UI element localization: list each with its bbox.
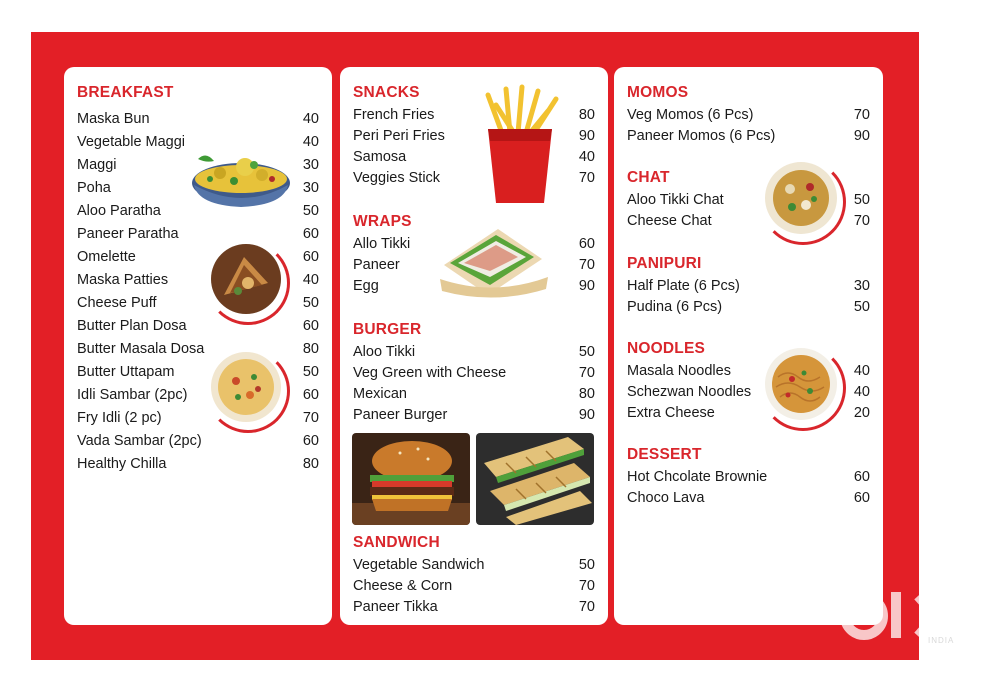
menu-item-price: 60 xyxy=(302,318,319,334)
menu-item-sandwich xyxy=(353,597,595,617)
menu-item-name: Maska Bun xyxy=(77,111,150,127)
menu-item-name: Paneer xyxy=(353,257,400,273)
menu-item-name: Butter Plan Dosa xyxy=(77,318,187,334)
menu-item-price: 90 xyxy=(578,128,595,144)
menu-item-price: 40 xyxy=(578,149,595,165)
french-fries-image xyxy=(472,83,568,205)
section-title-burger: BURGER xyxy=(353,321,422,338)
menu-item-price: 50 xyxy=(578,557,595,573)
menu-item-name: Paneer Momos (6 Pcs) xyxy=(627,128,776,144)
menu-item-burger xyxy=(353,363,595,383)
menu-item-name: Butter Masala Dosa xyxy=(77,341,205,357)
section-title-wraps: WRAPS xyxy=(353,213,412,230)
menu-item-price: 70 xyxy=(578,257,595,273)
menu-item-price: 40 xyxy=(853,384,870,400)
menu-panel-momos xyxy=(614,67,883,625)
menu-item-breakfast xyxy=(77,454,319,474)
menu-item-price: 70 xyxy=(853,107,870,123)
menu-item-price: 60 xyxy=(578,236,595,252)
menu-item-name: Extra Cheese xyxy=(627,405,715,421)
menu-item-name: Paneer Burger xyxy=(353,407,448,423)
menu-item-price: 90 xyxy=(578,278,595,294)
menu-item-price: 40 xyxy=(302,111,319,127)
menu-item-price: 30 xyxy=(302,180,319,196)
menu-item-price: 50 xyxy=(853,192,870,208)
menu-item-breakfast xyxy=(77,316,319,336)
menu-item-dessert xyxy=(627,488,870,508)
menu-item-panipuri xyxy=(627,276,870,296)
menu-item-burger xyxy=(353,384,595,404)
poha-bowl-image xyxy=(190,141,292,211)
wrap-image xyxy=(438,219,550,299)
menu-item-name: Cheese Chat xyxy=(627,213,712,229)
menu-item-name: Idli Sambar (2pc) xyxy=(77,387,188,403)
menu-item-price: 70 xyxy=(578,578,595,594)
menu-item-name: Maska Patties xyxy=(77,272,169,288)
menu-item-breakfast xyxy=(77,224,319,244)
menu-item-name: Samosa xyxy=(353,149,407,165)
menu-item-name: Hot Chcolate Brownie xyxy=(627,469,768,485)
section-title-noodles: NOODLES xyxy=(627,340,706,357)
menu-panel-snacks xyxy=(340,67,608,625)
menu-item-name: Egg xyxy=(353,278,379,294)
menu-item-name: Paneer Paratha xyxy=(77,226,179,242)
menu-item-burger xyxy=(353,342,595,362)
menu-item-name: Schezwan Noodles xyxy=(627,384,752,400)
menu-item-name: Paneer Tikka xyxy=(353,599,438,615)
menu-item-sandwich xyxy=(353,555,595,575)
menu-item-name: Maggi xyxy=(77,157,117,173)
menu-item-price: 70 xyxy=(302,410,319,426)
menu-item-name: Vegetable Sandwich xyxy=(353,557,485,573)
section-title-panipuri: PANIPURI xyxy=(627,255,702,272)
menu-item-price: 80 xyxy=(578,386,595,402)
menu-item-name: Mexican xyxy=(353,386,407,402)
noodles-image xyxy=(764,347,838,421)
burger-photo xyxy=(352,433,470,525)
menu-item-dessert xyxy=(627,467,870,487)
menu-item-name: Cheese Puff xyxy=(77,295,157,311)
menu-item-price: 40 xyxy=(302,272,319,288)
menu-item-price: 50 xyxy=(578,344,595,360)
menu-item-momos xyxy=(627,105,870,125)
menu-item-name: Choco Lava xyxy=(627,490,705,506)
maska-patties-image xyxy=(210,243,282,315)
menu-item-price: 90 xyxy=(853,128,870,144)
menu-item-name: Vada Sambar (2pc) xyxy=(77,433,202,449)
menu-item-price: 80 xyxy=(302,456,319,472)
menu-item-name: Half Plate (6 Pcs) xyxy=(627,278,740,294)
menu-item-name: Veggies Stick xyxy=(353,170,441,186)
menu-item-price: 50 xyxy=(302,295,319,311)
menu-item-price: 60 xyxy=(302,387,319,403)
menu-item-price: 50 xyxy=(853,299,870,315)
menu-item-sandwich xyxy=(353,576,595,596)
menu-item-name: Butter Uttapam xyxy=(77,364,175,380)
menu-item-name: French Fries xyxy=(353,107,435,123)
menu-item-name: Healthy Chilla xyxy=(77,456,167,472)
section-title-momos: MOMOS xyxy=(627,84,689,101)
menu-item-price: 60 xyxy=(853,469,870,485)
menu-item-momos xyxy=(627,126,870,146)
section-title-chat: CHAT xyxy=(627,169,670,186)
menu-item-name: Aloo Tikki xyxy=(353,344,416,360)
menu-item-name: Veg Green with Cheese xyxy=(353,365,507,381)
menu-item-price: 90 xyxy=(578,407,595,423)
menu-item-price: 40 xyxy=(853,363,870,379)
section-title-sandwich: SANDWICH xyxy=(353,534,440,551)
menu-item-price: 20 xyxy=(853,405,870,421)
menu-item-price: 80 xyxy=(578,107,595,123)
menu-item-breakfast xyxy=(77,431,319,451)
menu-item-price: 70 xyxy=(578,599,595,615)
section-title-breakfast: BREAKFAST xyxy=(77,84,174,101)
menu-item-name: Poha xyxy=(77,180,111,196)
menu-item-price: 30 xyxy=(302,157,319,173)
section-title-dessert: DESSERT xyxy=(627,446,702,463)
menu-item-price: 50 xyxy=(302,364,319,380)
menu-item-name: Vegetable Maggi xyxy=(77,134,186,150)
menu-item-price: 60 xyxy=(302,226,319,242)
menu-item-price: 60 xyxy=(302,433,319,449)
menu-item-name: Allo Tikki xyxy=(353,236,411,252)
menu-item-name: Fry Idli (2 pc) xyxy=(77,410,162,426)
menu-item-price: 60 xyxy=(853,490,870,506)
menu-board xyxy=(31,32,919,660)
olx-watermark-sub: INDIA xyxy=(928,636,955,645)
menu-item-price: 70 xyxy=(578,365,595,381)
menu-item-name: Masala Noodles xyxy=(627,363,731,379)
menu-item-breakfast xyxy=(77,109,319,129)
menu-item-price: 40 xyxy=(302,134,319,150)
menu-item-name: Aloo Tikki Chat xyxy=(627,192,724,208)
menu-item-name: Cheese & Corn xyxy=(353,578,453,594)
menu-item-price: 80 xyxy=(302,341,319,357)
menu-item-name: Aloo Paratha xyxy=(77,203,161,219)
menu-item-name: Veg Momos (6 Pcs) xyxy=(627,107,754,123)
menu-item-breakfast xyxy=(77,339,319,359)
menu-item-price: 50 xyxy=(302,203,319,219)
menu-item-name: Pudina (6 Pcs) xyxy=(627,299,723,315)
menu-item-price: 70 xyxy=(853,213,870,229)
chat-image xyxy=(764,161,838,235)
uttapam-image xyxy=(210,351,282,423)
menu-item-price: 30 xyxy=(853,278,870,294)
sandwich-photo xyxy=(476,433,594,525)
menu-item-name: Peri Peri Fries xyxy=(353,128,445,144)
menu-item-price: 60 xyxy=(302,249,319,265)
menu-item-burger xyxy=(353,405,595,425)
menu-item-panipuri xyxy=(627,297,870,317)
section-title-snacks: SNACKS xyxy=(353,84,420,101)
menu-item-price: 70 xyxy=(578,170,595,186)
menu-item-name: Omelette xyxy=(77,249,136,265)
menu-panel-breakfast xyxy=(64,67,332,625)
